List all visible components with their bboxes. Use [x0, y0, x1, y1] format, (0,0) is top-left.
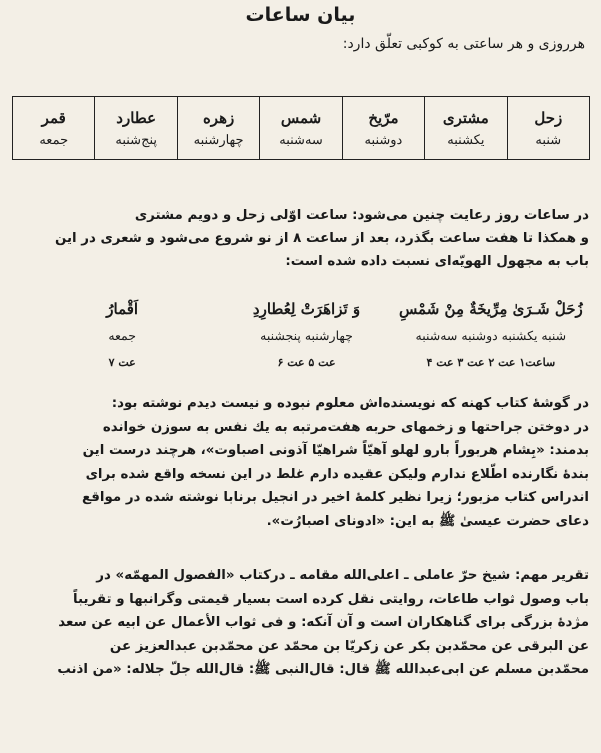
verse-segment: جمعه — [108, 328, 137, 343]
table-cell — [95, 97, 177, 160]
text-line: بدمند: «بِشام هربوراً بارو لهلو آهیّاً شراهیّا آذونی اصباوت»، هرچند درست این — [82, 443, 589, 459]
verse-segment: عت ۷ — [108, 356, 136, 369]
verse-segment: عت ۵ عت ۶ — [277, 356, 336, 369]
page-subheading: هرروزی و هر ساعتی به کوکبی تعلّق دارد: — [342, 36, 585, 52]
table-cell — [260, 97, 342, 160]
table-cell — [507, 97, 589, 160]
text-line: در ساعات روز رعایت چنین می‌شود: ساعت اوّلی زحل و دویم مشتری — [134, 208, 589, 223]
table-cell — [13, 97, 95, 160]
verse-segment: وَ تَزاهَرَتْ لِعُطارِدِ — [252, 300, 361, 318]
day-name: یکشنبه — [447, 132, 485, 148]
planet-name: عطارد — [116, 108, 157, 127]
text-line: اندراس کتاب مزبور؛ زیرا نظیر کلمهٔ اخیر در انجیل برنابا نوشته شده در مواقع — [82, 490, 589, 506]
planet-name: قمر — [41, 108, 66, 127]
paragraph-hours — [10, 204, 589, 273]
table-cell — [425, 97, 507, 160]
verse-segment: ساعت۱ عت ۲ عت ۳ عت ۴ — [426, 356, 556, 369]
verse-block — [30, 300, 583, 376]
table-cell — [342, 97, 424, 160]
planet-name: مرّیخ — [368, 108, 399, 127]
text-line: باب وصول ثواب طاعات، روایتی نقل کرده است بسیار قیمتی وگرانبها و تقریباً — [73, 591, 589, 607]
text-line: و همکذا تا هفت ساعت بگذرد، بعد از ساعت ۸ از نو شروع می‌شود و شعری در این — [54, 231, 589, 246]
verse-days-line — [30, 328, 583, 350]
text-line: محمّدبن مسلم عن ابی‌عبدالله ﷺ قال: قال‌النبی ﷺ: قال‌الله جلّ جلاله: «من اذنب — [57, 662, 589, 678]
paragraph-old-book — [10, 392, 589, 534]
verse-hours-line — [30, 356, 583, 376]
table-cell — [177, 97, 259, 160]
planet-day-table — [12, 96, 590, 160]
day-name: دوشنبه — [364, 132, 403, 148]
planet-name: شمس — [280, 108, 322, 127]
planet-name: زحل — [534, 108, 563, 127]
day-name: چهارشنبه — [193, 132, 244, 148]
planet-name: مشتری — [442, 108, 489, 127]
day-name: سه‌شنبه — [279, 132, 323, 148]
paragraph-important-note — [10, 564, 589, 682]
page-heading: بیان ساعات — [245, 4, 356, 26]
text-line: بندهٔ نگارنده اطّلاع ندارم ولیکن عقیده دارم غلط در این نسخه واقع شده برای — [85, 466, 589, 482]
text-line: در گوشهٔ کتاب کهنه که نویسنده‌اش معلوم نبوده و نیست دیدم نوشته بود: — [111, 396, 589, 411]
text-line: تقریر مهم: شیخ حرّ عاملی ـ اعلی‌الله مقامه ـ درکتاب «الفصول المهمّه» در — [96, 568, 589, 583]
verse-segment: چهارشنبه پنجشنبه — [260, 328, 353, 343]
text-line: در دوختن جراحتها و زخمهای حربه هفت‌مرتبه به یك نفس به سوزن خوانده — [102, 419, 589, 435]
verse-line — [30, 300, 583, 322]
text-line: دعای حضرت عیسیٰ ﷺ به این: «ادونای اصبارُت». — [266, 513, 589, 529]
verse-segment: شنبه یکشنبه دوشنبه سه‌شنبه — [415, 328, 567, 343]
day-name: شنبه — [535, 132, 562, 148]
planet-name: زهره — [202, 108, 235, 127]
day-name: جمعه — [39, 132, 69, 148]
text-line: مژدهٔ بزرگی برای گناهکاران است و آن آنکه: و فی ثواب الأعمال عن ابیه عن سعد — [58, 615, 589, 631]
day-name: پنج‌شنبه — [115, 132, 157, 148]
verse-segment: زُحَلْ شَـرَىٰ مِرِّيخَةٌ مِنْ شَمْسِ — [398, 300, 583, 318]
table-row — [13, 97, 590, 160]
text-line: عن البرقی عن محمّدبن بکر عن زکریّا بن محمّد عن محمّدبن عبدالعزیز عن — [109, 638, 589, 654]
verse-segment: اَقْمارُ — [106, 300, 139, 318]
text-line: باب به مجهول الهویّه‌ای نسبت داده شده است: — [285, 254, 589, 269]
